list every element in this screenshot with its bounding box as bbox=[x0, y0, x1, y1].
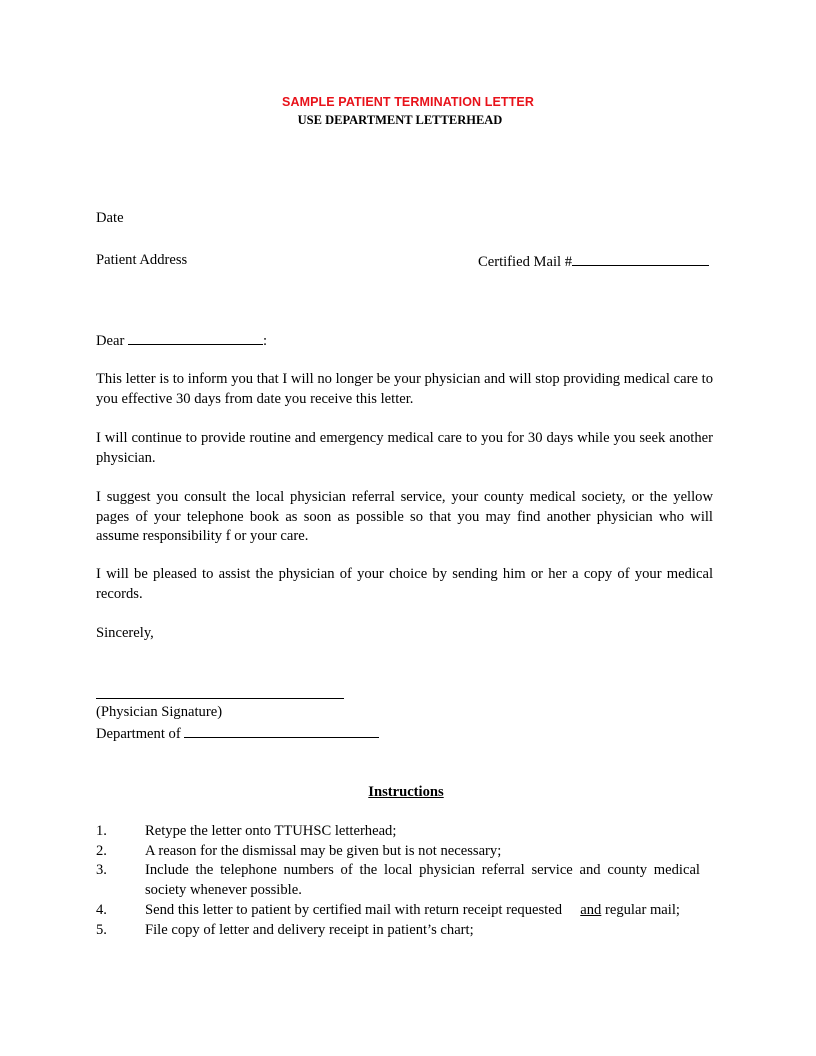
document-title: SAMPLE PATIENT TERMINATION LETTER bbox=[282, 95, 534, 109]
list-item-text: A reason for the dismissal may be given but is not necessary; bbox=[145, 842, 502, 859]
underlined-and: and bbox=[580, 901, 602, 918]
list-item-number: 3. bbox=[96, 862, 107, 879]
letter-paragraph-1: This letter is to inform you that I will no longer be your physician and will stop providing medical care to you effective 30 days from date you receive this letter. bbox=[96, 371, 713, 407]
letterhead-note: USE DEPARTMENT LETTERHEAD bbox=[297, 113, 503, 127]
salutation-word: Dear bbox=[96, 333, 125, 349]
patient-address-label: Patient Address bbox=[96, 252, 188, 268]
list-item-text: Retype the letter onto TTUHSC letterhead; bbox=[145, 823, 397, 839]
list-item bbox=[96, 921, 716, 941]
recipient-name-blank bbox=[128, 330, 263, 345]
certified-mail-label: Certified Mail # bbox=[478, 254, 573, 270]
list-item bbox=[96, 901, 716, 921]
signature-label: (Physician Signature) bbox=[96, 704, 223, 720]
list-item-text: Include the telephone numbers of the local physician referral service and county medical society whenever possible. bbox=[145, 862, 700, 899]
list-item-number: 2. bbox=[96, 842, 107, 859]
salutation-colon: : bbox=[263, 333, 268, 349]
department-blank bbox=[184, 723, 379, 738]
certified-mail-field bbox=[478, 251, 709, 273]
instructions-list bbox=[96, 822, 716, 940]
list-item bbox=[96, 842, 716, 862]
list-item-text-part: Send this letter to patient by certified mail with return receipt requested bbox=[145, 901, 581, 918]
signature-line bbox=[96, 698, 344, 699]
department-label: Department of bbox=[96, 726, 181, 742]
department-field bbox=[96, 723, 379, 745]
list-item-text: File copy of letter and delivery receipt in patient’s chart; bbox=[145, 921, 474, 938]
letter-paragraph-2: I will continue to provide routine and emergency medical care to you for 30 days while you seek another physician. bbox=[96, 430, 713, 466]
list-item bbox=[96, 861, 716, 900]
list-item-text bbox=[145, 901, 716, 921]
certified-mail-blank bbox=[572, 251, 709, 266]
list-item-number: 4. bbox=[96, 901, 107, 918]
date-label: Date bbox=[96, 210, 124, 226]
letter-paragraph-3: I suggest you consult the local physician referral service, your county medical society, or the yellow pages of your telephone book as soon as possible so that you may find another physician who will assume responsibility f or your care. bbox=[96, 489, 713, 544]
list-item-number: 5. bbox=[96, 921, 107, 938]
instructions-heading: Instructions bbox=[368, 784, 444, 800]
list-item-text-part: regular mail; bbox=[601, 901, 680, 918]
closing: Sincerely, bbox=[96, 625, 154, 641]
list-item-number: 1. bbox=[96, 823, 107, 839]
letter-paragraph-4: I will be pleased to assist the physician of your choice by sending him or her a copy of your medical records. bbox=[96, 566, 713, 602]
salutation bbox=[96, 330, 267, 352]
list-item bbox=[96, 822, 716, 842]
